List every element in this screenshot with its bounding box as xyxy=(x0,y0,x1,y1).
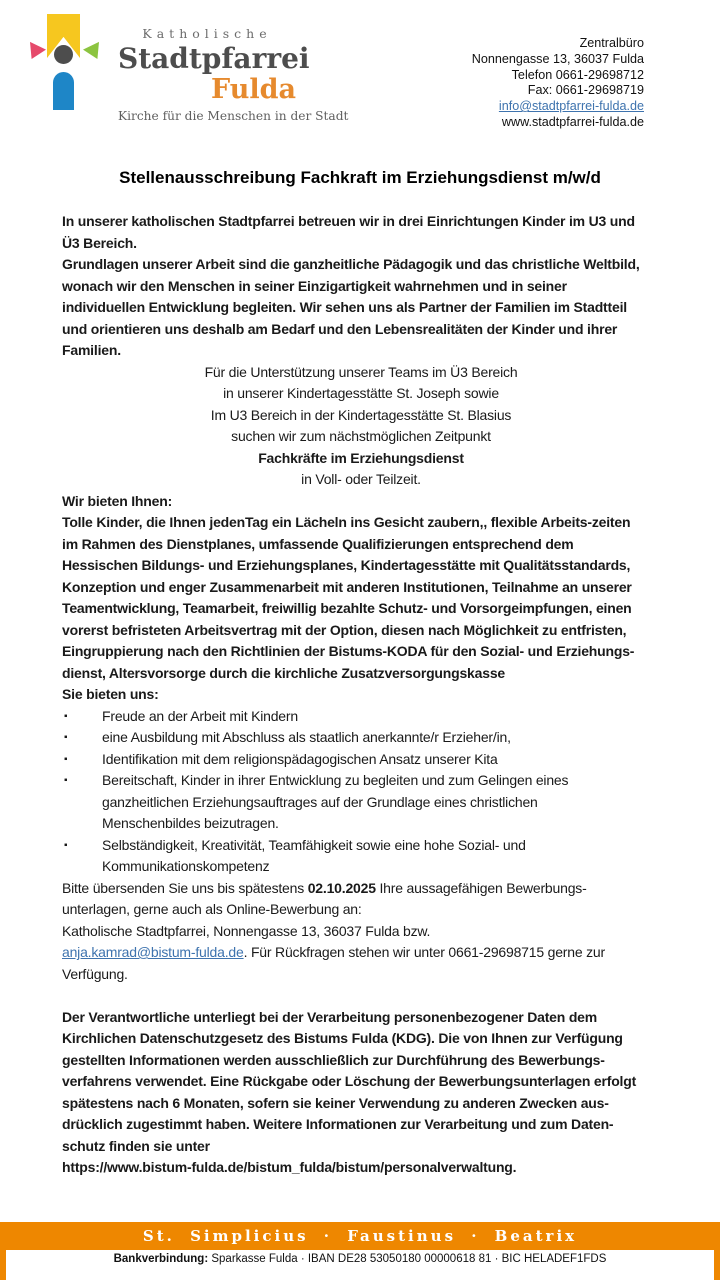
contact-address: Nonnengasse 13, 36037 Fulda xyxy=(471,51,644,66)
logo-city: Fulda xyxy=(211,74,296,105)
application-email-line xyxy=(62,942,660,964)
bullet-text xyxy=(102,770,660,835)
text-line: wonach wir den Menschen in seiner Einzigartigkeit wahrnehmen und in seiner xyxy=(62,277,567,294)
apply-text-pre: Bitte übersenden Sie uns bis spätestens xyxy=(62,879,308,896)
list-item xyxy=(62,835,660,878)
church-logo xyxy=(28,12,120,114)
text-line: Im U3 Bereich in der Kindertagesstätte St. Blasius xyxy=(210,406,512,423)
document-body xyxy=(62,211,660,1179)
text-line: Hessischen Bildungs- und Erziehungsplanes, Kindertagesstätte mit Qualitätsstandards, xyxy=(62,557,631,573)
text-line: suchen wir zum nächstmöglichen Zeitpunkt xyxy=(231,428,491,444)
bullet-text xyxy=(102,749,660,771)
text-line: Der Verantwortliche unterliegt bei der Verarbeitung personenbezogener Daten dem xyxy=(62,1008,597,1025)
bank-details xyxy=(0,1253,720,1265)
bank-value: Sparkasse Fulda · IBAN DE28 53050180 00000618 81 · BIC HELADEF1FDS xyxy=(208,1253,607,1265)
text-line: Identifikation mit dem religionspädagogischen Ansatz unserer Kita xyxy=(102,750,498,767)
requirements-list xyxy=(62,706,660,878)
bullet-square-icon: ▪ xyxy=(64,839,68,851)
logo-right-triangle-icon xyxy=(83,41,99,59)
text-line: Menschenbildes beizutragen. xyxy=(102,815,279,831)
text-line: Freude an der Arbeit mit Kindern xyxy=(102,707,298,724)
text-line: gestellten Informationen werden ausschließlich zur Durchführung des Bewerbungs- xyxy=(62,1051,605,1068)
application-line-2: unterlagen, gerne auch als Online-Bewerbung an: xyxy=(62,901,362,917)
contact-block xyxy=(472,36,644,131)
paragraph-spacer xyxy=(62,985,660,1007)
text-line: vorerst befristeten Arbeitsvertrag mit der Option, diesen nach Möglichkeit zu entfristen, xyxy=(62,621,627,638)
text-line: und orientieren uns deshalb am Bedarf und den Lebensrealitäten der Kinder und ihrer xyxy=(62,320,618,337)
position-announcement xyxy=(62,362,660,491)
contact-fax: Fax: 0661-29698719 xyxy=(527,83,644,98)
offer-heading: Wir bieten Ihnen: xyxy=(62,492,173,509)
logo-left-triangle-icon xyxy=(30,41,46,59)
text-line: Bereitschaft, Kinder in ihrer Entwicklung zu begleiten und zum Gelingen eines xyxy=(102,772,569,788)
text-line: eine Ausbildung mit Abschluss als staatlich anerkannte/r Erzieher/in, xyxy=(102,729,511,745)
text-line: Kommunikationskompetenz xyxy=(102,858,270,874)
text-line: schutz finden sie unter xyxy=(62,1137,210,1154)
bullet-text xyxy=(102,727,660,749)
text-line: drücklich zugestimmt haben. Weitere Informationen zur Verarbeitung und zum Daten- xyxy=(62,1116,614,1132)
offer-paragraph xyxy=(62,512,660,684)
logo-wordmark xyxy=(118,26,349,123)
text-line: Grundlagen unserer Arbeit sind die ganzheitliche Pädagogik und das christliche Weltbild, xyxy=(62,256,640,272)
text-line: In unserer katholischen Stadtpfarrei betreuen wir in drei Einrichtungen Kinder im U3 und xyxy=(62,213,635,229)
text-line: Eingruppierung nach den Richtlinien der Bistums-KODA für den Sozial- und Erziehungs- xyxy=(62,643,635,659)
logo-name: Stadtpfarrei xyxy=(118,42,310,75)
text-line: in unserer Kindertagesstätte St. Joseph sowie xyxy=(223,385,499,401)
requirements-heading: Sie bieten uns: xyxy=(62,686,159,702)
page-title: Stellenausschreibung Fachkraft im Erziehungsdienst m/w/d xyxy=(119,168,601,187)
text-line: spätestens nach 6 Monaten, sofern sie keiner Verwendung zu anderen Zwecken aus- xyxy=(62,1094,609,1111)
text-line: Ü3 Bereich. xyxy=(62,234,137,251)
text-line: Tolle Kinder, die Ihnen jedenTag ein Lächeln ins Gesicht zaubern,, flexible Arbeits-zeiten xyxy=(62,514,631,530)
text-line: dienst, Altersvorsorge durch die kirchliche Zusatzversorgungskasse xyxy=(62,664,505,681)
text-line: in Voll- oder Teilzeit. xyxy=(301,471,421,487)
list-item xyxy=(62,727,660,749)
text-line: Fachkräfte im Erziehungsdienst xyxy=(258,449,464,466)
text-line: Kirchlichen Datenschutzgesetz des Bistums Fulda (KDG). Die von Ihnen zur Verfügung xyxy=(62,1030,623,1046)
apply-text-post: Ihre aussagefähigen Bewerbungs- xyxy=(375,879,587,896)
contact-office: Zentralbüro xyxy=(579,36,644,50)
logo-tagline: Kirche für die Menschen in der Stadt xyxy=(118,109,349,123)
text-line: Konzeption und enger Zusammenarbeit mit anderen Institutionen, Teilnahme an unserer xyxy=(62,578,632,595)
text-line: Selbständigkeit, Kreativität, Teamfähigkeit sowie eine hohe Sozial- und xyxy=(102,836,526,853)
list-item xyxy=(62,706,660,728)
logo-circle-icon xyxy=(54,45,73,64)
text-line: im Rahmen des Dienstplanes, umfassende Qualifizierungen entsprechend dem xyxy=(62,535,574,552)
list-item xyxy=(62,770,660,835)
bullet-square-icon: ▪ xyxy=(64,775,68,786)
application-line-5: Verfügung. xyxy=(62,965,128,982)
deadline-date: 02.10.2025 xyxy=(307,879,376,896)
bank-label: Bankverbindung: xyxy=(113,1253,209,1265)
bullet-text xyxy=(102,835,660,878)
application-deadline-line xyxy=(62,878,660,900)
logo-kicker: Katholische xyxy=(142,26,272,41)
contact-email-link[interactable]: info@stadtpfarrei-fulda.de xyxy=(498,99,644,114)
bullet-text xyxy=(102,706,660,728)
logo-church-door-icon xyxy=(53,72,74,110)
text-line: Familien. xyxy=(62,342,121,358)
contact-website: www.stadtpfarrei-fulda.de xyxy=(501,114,644,129)
bullet-square-icon: ▪ xyxy=(64,753,68,765)
application-postal-address: Katholische Stadtpfarrei, Nonnengasse 13, 36037 Fulda bzw. xyxy=(62,922,431,939)
list-item xyxy=(62,749,660,771)
text-line: Teamentwicklung, Teamarbeit, freiwillig bezahlte Schutz- und Vorsorgeimpfungen, einen xyxy=(62,600,632,616)
bullet-square-icon: ▪ xyxy=(64,732,68,743)
text-line: verfahrens verwendet. Eine Rückgabe oder Löschung der Bewerbungsunterlagen erfolgt xyxy=(62,1073,637,1089)
application-email-link[interactable]: anja.kamrad@bistum-fulda.de xyxy=(62,944,244,960)
contact-phone: Telefon 0661-29698712 xyxy=(511,67,644,82)
text-line: individuellen Entwicklung begleiten. Wir sehen uns als Partner der Familien im Stadtteil xyxy=(62,299,627,315)
text-line: https://www.bistum-fulda.de/bistum_fulda/bistum/personalverwaltung. xyxy=(62,1159,517,1175)
application-email-suffix: . Für Rückfragen stehen wir unter 0661-29698715 gerne zur xyxy=(243,944,605,960)
bullet-square-icon: ▪ xyxy=(64,710,68,722)
text-line: ganzheitlichen Erziehungsauftrages auf der Grundlage eines christlichen xyxy=(102,793,538,810)
patron-saints-banner: St. Simplicius · Faustinus · Beatrix xyxy=(0,1222,720,1250)
text-line: Für die Unterstützung unserer Teams im Ü3 Bereich xyxy=(204,363,518,380)
intro-paragraph xyxy=(62,211,660,362)
privacy-paragraph xyxy=(62,1007,660,1179)
